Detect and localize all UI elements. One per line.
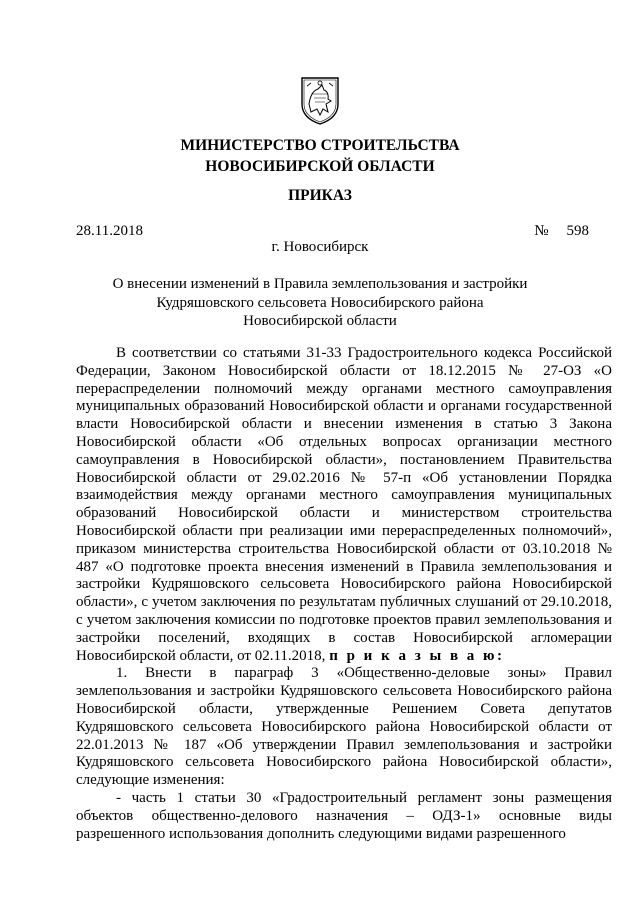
document-date: 28.11.2018: [76, 223, 143, 239]
coat-of-arms-icon: [298, 74, 342, 126]
ministry-name: [0, 135, 640, 177]
ministry-line-2: НОВОСИБИРСКОЙ ОБЛАСТИ: [205, 158, 435, 175]
subject-line-2: Кудряшовского сельсовета Новосибирского района: [156, 294, 484, 311]
subject-line-3: Новосибирской области: [243, 313, 397, 329]
number-sign: №: [534, 223, 549, 239]
item-1-subpoint: - часть 1 статьи 30 «Градостроительный регламент зоны размещения объектов общественно-делового назначения – ОДЗ-1» основные виды разрешенного использования дополнить следующими видами разрешенного: [76, 789, 612, 842]
document-body: [76, 345, 612, 843]
preamble-text: В соответствии со статьями 31-33 Градостроительного кодекса Российской Федерации, Законом Новосибирской области от 18.12.2015 № 27-ОЗ «О перераспределении полномочий между органами местного самоуправления муниципальных образований Новосибирской области и органами государственной власти Новосибирской области и внесении изменения в статью 3 Закона Новосибирской области «Об отдельных вопросах организации местного самоуправления в Новосибирской области», постановлением Правительства Новосибирской области от 29.02.2016 № 57-п «Об установлении Порядка взаимодействия между органами местного самоуправления муниципальных образований Новосибирской области и министерством строительства Новосибирской области при реализации ими перераспределенных полномочий», приказом министерства строительства Новосибирской области от 03.10.2018 № 487 «О подготовке проекта внесения изменений в Правила землепользования и застройки Кудряшовского сельсовета Новосибирского района Новосибирской области», с учетом заключения по результатам публичных слушаний от 29.10.2018, с учетом заключения комиссии по подготовке проектов правил землепользования и застройки поселений, входящих в состав Новосибирской агломерации Новосибирской области, от 02.11.2018,: [76, 345, 612, 664]
preamble-paragraph: [76, 345, 612, 665]
item-1-paragraph: 1. Внести в параграф 3 «Общественно-деловые зоны» Правил землепользования и застройки Кудряшовского сельсовета Новосибирского района Новосибирской области, утвержденные Решением Совета депутатов Кудряшовского сельсовета Новосибирского района Новосибирской области от 22.01.2013 № 187 «Об утверждении Правил землепользования и застройки Кудряшовского сельсовета Новосибирского района Новосибирской области», следующие изменения:: [76, 665, 612, 789]
order-word: п р и к а з ы в а ю:: [329, 647, 505, 664]
subject-line-1: О внесении изменений в Правила землепользования и застройки: [112, 276, 528, 292]
document-number: [534, 223, 589, 240]
document-subject: [0, 275, 640, 331]
number-value: 598: [566, 223, 589, 239]
document-city: г. Новосибирск: [271, 239, 369, 255]
ministry-line-1: МИНИСТЕРСТВО СТРОИТЕЛЬСТВА: [180, 137, 460, 154]
document-type: ПРИКАЗ: [288, 187, 352, 204]
